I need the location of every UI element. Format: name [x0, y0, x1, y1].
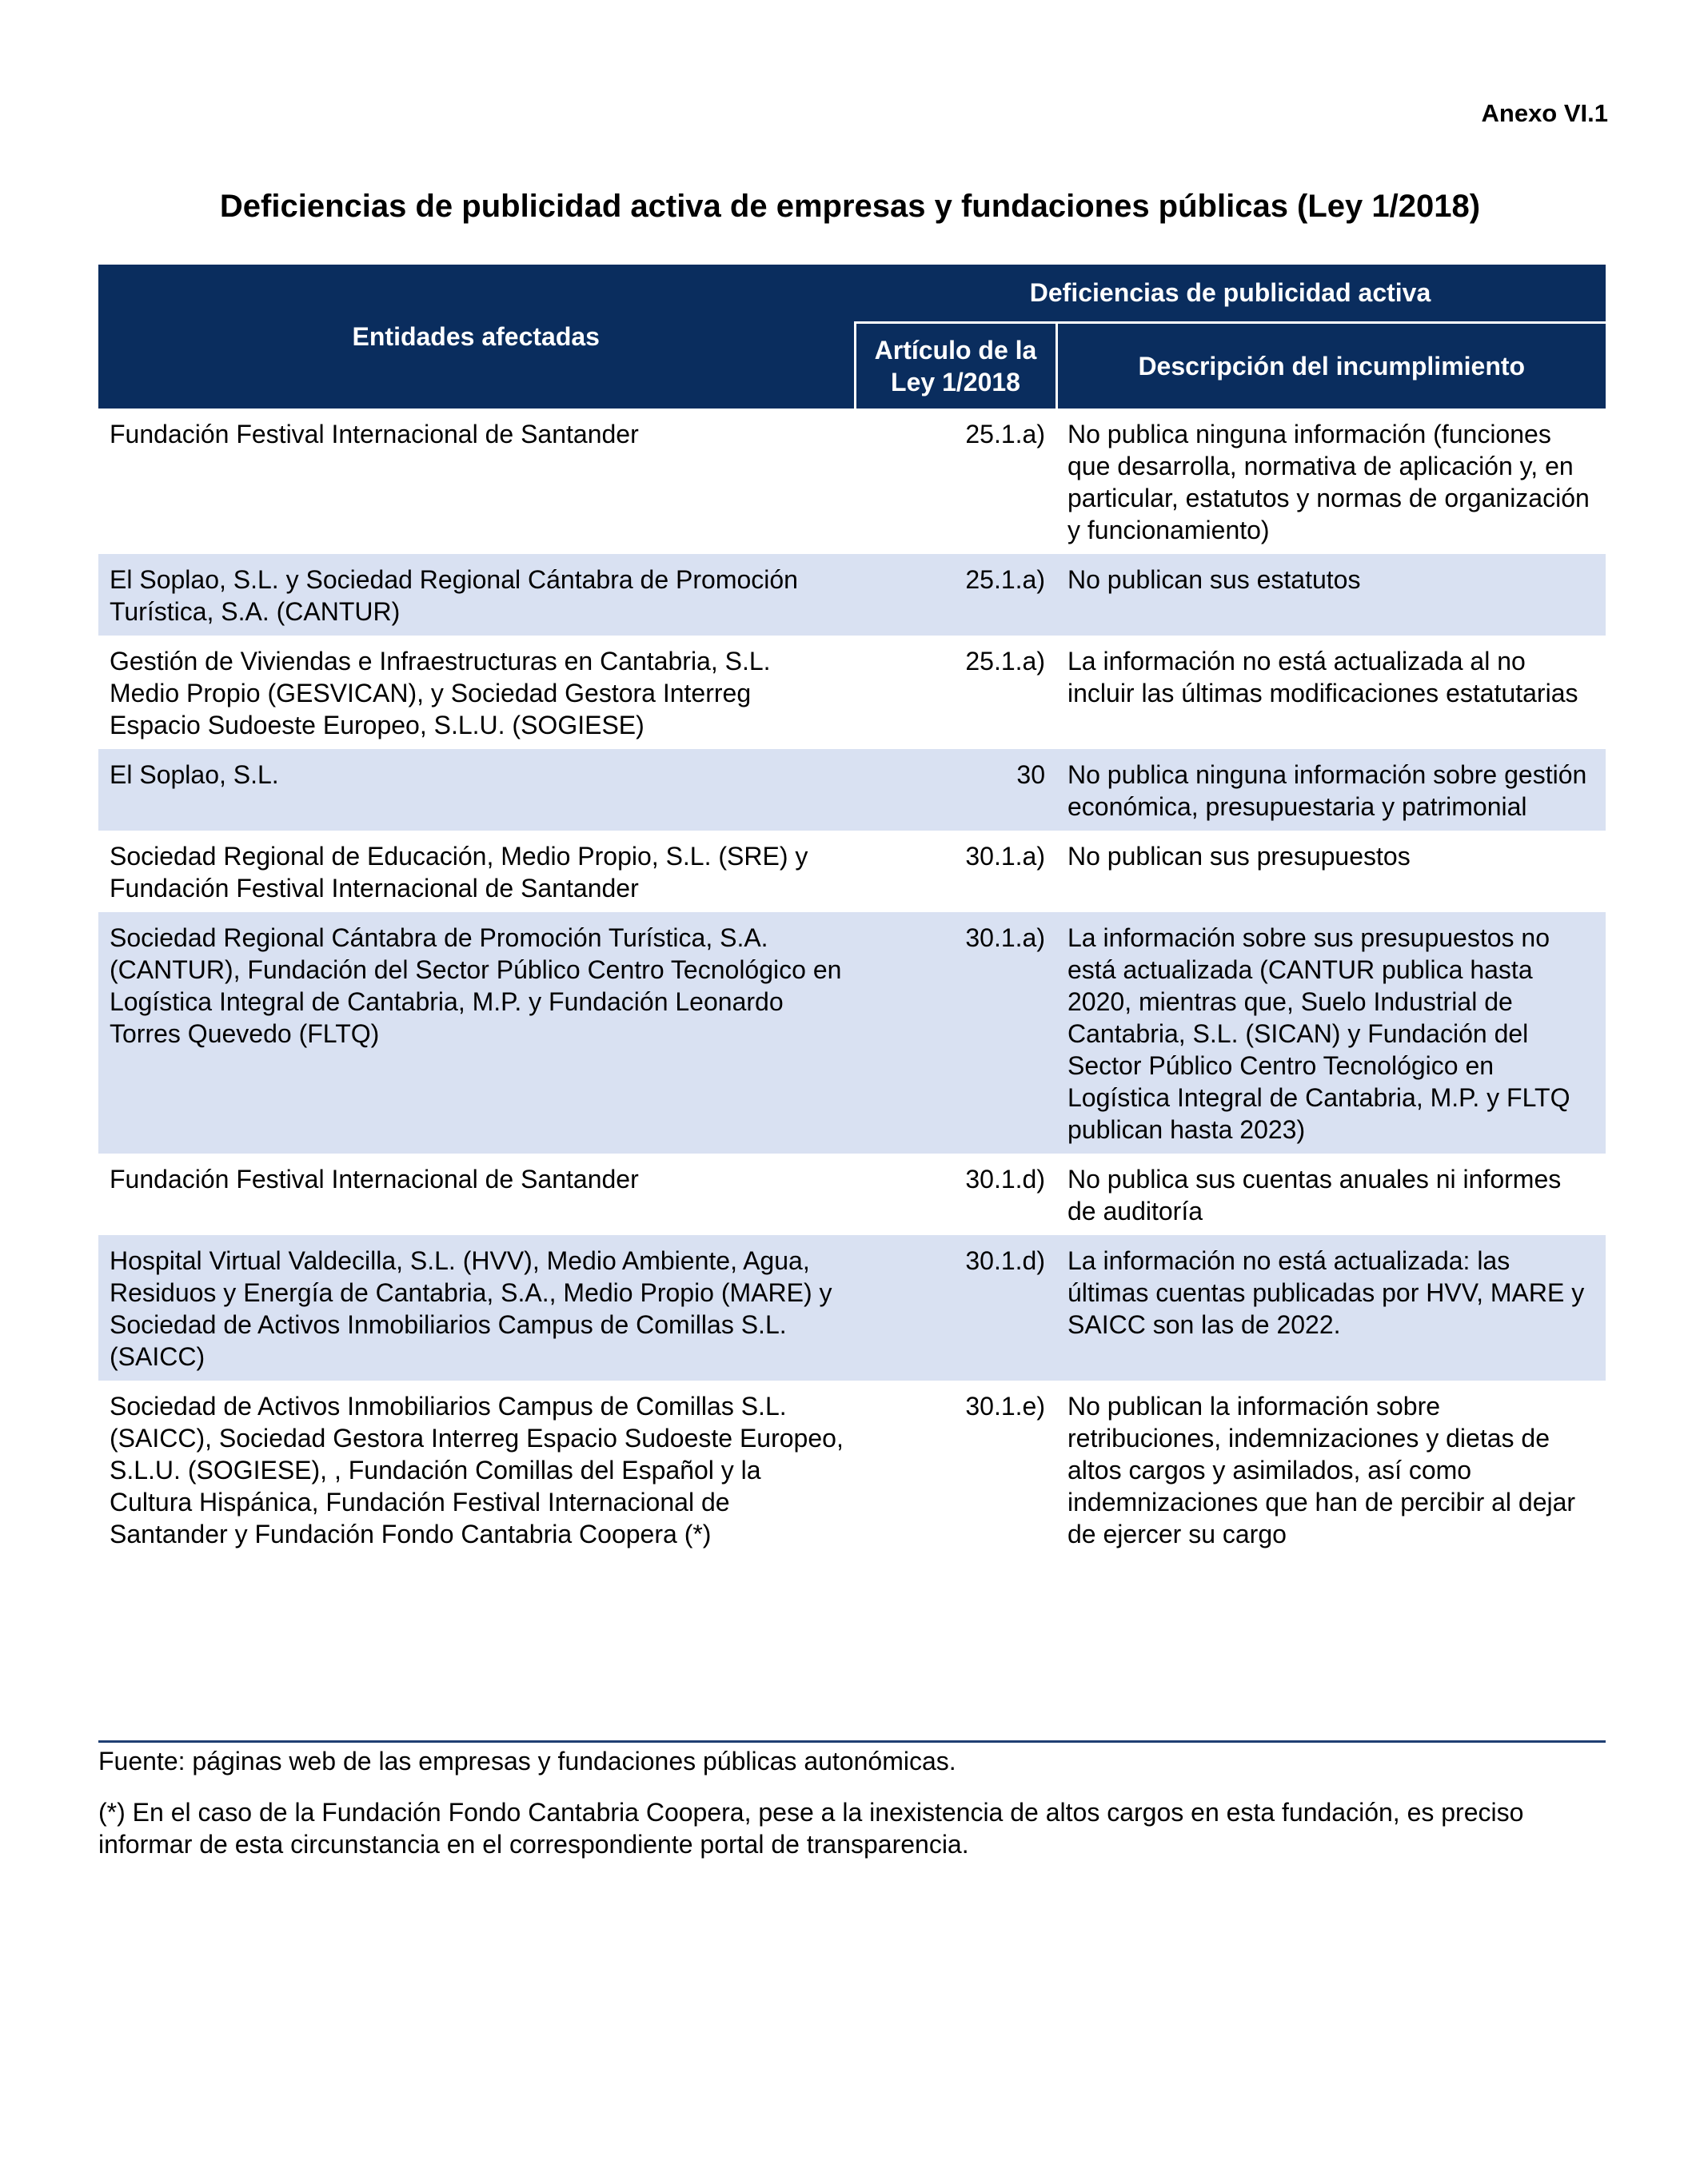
cell-description: No publica sus cuentas anuales ni informes de auditoría — [1067, 1165, 1562, 1226]
cell-entities: Gestión de Viviendas e Infraestructuras en Cantabria, S.L. Medio Propio (GESVICAN), y Sociedad Gestora Interreg Espacio Sudoeste Europeo, S.L.U. (SOGIESE) — [110, 647, 771, 739]
cell-entities: Hospital Virtual Valdecilla, S.L. (HVV), Medio Ambiente, Agua, Residuos y Energía de Cantabria, S.A., Medio Propio (MARE) y Sociedad de Activos Inmobiliarios Campus de Comillas S.L. (SAICC) — [98, 1235, 855, 1381]
page-title: Deficiencias de publicidad activa de empresas y fundaciones públicas (Ley 1/2018) — [219, 189, 1481, 224]
cell-entities: Sociedad Regional de Educación, Medio Propio, S.L. (SRE) y Fundación Festival Internacional de Santander — [110, 842, 808, 903]
cell-description: No publican la información sobre retribuciones, indemnizaciones y dietas de altos cargos y asimilados, así como indemnizaciones que han de percibir al dejar de ejercer su cargo — [1067, 1392, 1576, 1548]
cell-entities: Fundación Festival Internacional de Santander — [110, 420, 639, 448]
table-row — [98, 912, 1606, 1154]
cell-entities: El Soplao, S.L. y Sociedad Regional Cántabra de Promoción Turística, S.A. (CANTUR) — [98, 554, 855, 636]
table-row — [98, 831, 1606, 912]
table-row — [98, 1381, 1606, 1558]
cell-article: 25.1.a) — [855, 554, 1056, 636]
cell-entities: Sociedad Regional Cántabra de Promoción Turística, S.A. (CANTUR), Fundación del Sector Público Centro Tecnológico en Logística Integral de Cantabria, M.P. y Fundación Leonardo Torres Quevedo (FLTQ) — [98, 912, 855, 1154]
header-description: Descripción del incumplimiento — [1056, 322, 1606, 409]
table-row — [98, 749, 1606, 831]
table-row — [98, 636, 1606, 749]
cell-entities: Fundación Festival Internacional de Santander — [110, 1165, 639, 1194]
cell-entities: Sociedad de Activos Inmobiliarios Campus de Comillas S.L. (SAICC), Sociedad Gestora Interreg Espacio Sudoeste Europeo, S.L.U. (SOGIESE), , Fundación Comillas del Español y la Cultura Hispánica, Fundación Festival Internacional de Santander y Fundación Fondo Cantabria Coopera (*) — [110, 1392, 844, 1548]
header-deficiencies-group: Deficiencias de publicidad activa — [855, 265, 1606, 322]
cell-article: 30.1.a) — [965, 842, 1045, 871]
table-row — [98, 554, 1606, 636]
deficiencies-table — [98, 265, 1606, 1558]
table-bottom-rule — [98, 1740, 1606, 1743]
cell-article: 30.1.e) — [965, 1392, 1045, 1421]
cell-article: 30.1.a) — [855, 912, 1056, 1154]
cell-article: 30 — [855, 749, 1056, 831]
cell-description: La información sobre sus presupuestos no está actualizada (CANTUR publica hasta 2020, mientras que, Suelo Industrial de Cantabria, S.L. (SICAN) y Fundación del Sector Público Centro Tecnológico en Logística Integral de Cantabria, M.P. y FLTQ publican hasta 2023) — [1056, 912, 1606, 1154]
cell-description: No publican sus presupuestos — [1067, 842, 1411, 871]
cell-article: 25.1.a) — [965, 420, 1045, 448]
header-entities: Entidades afectadas — [98, 265, 855, 409]
table-row — [98, 1154, 1606, 1235]
source-note: Fuente: páginas web de las empresas y fundaciones públicas autonómicas. — [98, 1747, 956, 1775]
cell-description: No publican sus estatutos — [1056, 554, 1606, 636]
table-row — [98, 1235, 1606, 1381]
cell-article: 30.1.d) — [965, 1165, 1045, 1194]
annex-label: Anexo VI.1 — [1481, 99, 1608, 127]
cell-article: 25.1.a) — [965, 647, 1045, 676]
cell-description: No publica ninguna información sobre gestión económica, presupuestaria y patrimonial — [1056, 749, 1606, 831]
header-article: Artículo de la Ley 1/2018 — [855, 322, 1056, 409]
cell-entities: El Soplao, S.L. — [98, 749, 855, 831]
table-row — [98, 409, 1606, 554]
cell-article: 30.1.d) — [855, 1235, 1056, 1381]
cell-description: No publica ninguna información (funciones que desarrolla, normativa de aplicación y, en particular, estatutos y normas de organización y funcionamiento) — [1067, 420, 1590, 544]
cell-description: La información no está actualizada al no incluir las últimas modificaciones estatutarias — [1067, 647, 1578, 707]
footnote: (*) En el caso de la Fundación Fondo Cantabria Coopera, pese a la inexistencia de altos cargos en esta fundación, es preciso informar de esta circunstancia en el correspondiente portal de transparencia. — [98, 1798, 1524, 1859]
cell-description: La información no está actualizada: las últimas cuentas publicadas por HVV, MARE y SAICC son las de 2022. — [1056, 1235, 1606, 1381]
